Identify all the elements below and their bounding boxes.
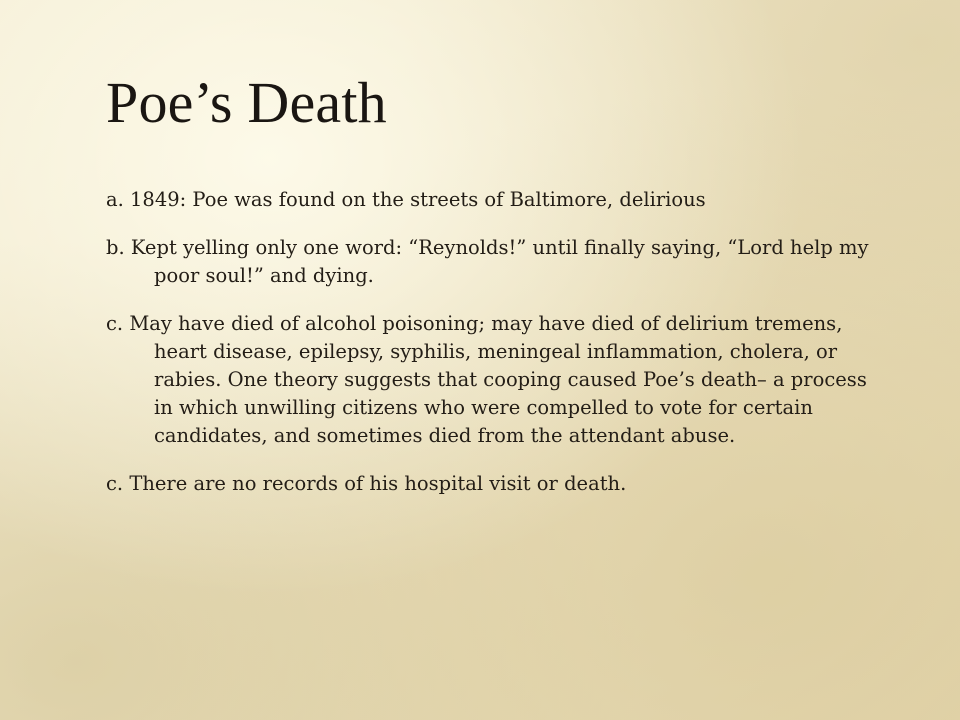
bullet-point-b: b. Kept yelling only one word: “Reynolds!” until finally saying, “Lord help my poor soul!” and dying. xyxy=(106,236,869,287)
bullet-point-d: c. There are no records of his hospital visit or death. xyxy=(106,472,627,495)
slide-body xyxy=(106,186,886,498)
bullet-point-c: c. May have died of alcohol poisoning; may have died of delirium tremens, heart disease, epilepsy, syphilis, meningeal inflammation, cholera, or rabies. One theory suggests that cooping caused Poe’s death– a process in which unwilling citizens who were compelled to vote for certain candidates, and sometimes died from the attendant abuse. xyxy=(106,312,867,447)
slide-title: Poe’s Death xyxy=(106,70,387,135)
bullet-point-a: a. 1849: Poe was found on the streets of Baltimore, delirious xyxy=(106,188,706,211)
